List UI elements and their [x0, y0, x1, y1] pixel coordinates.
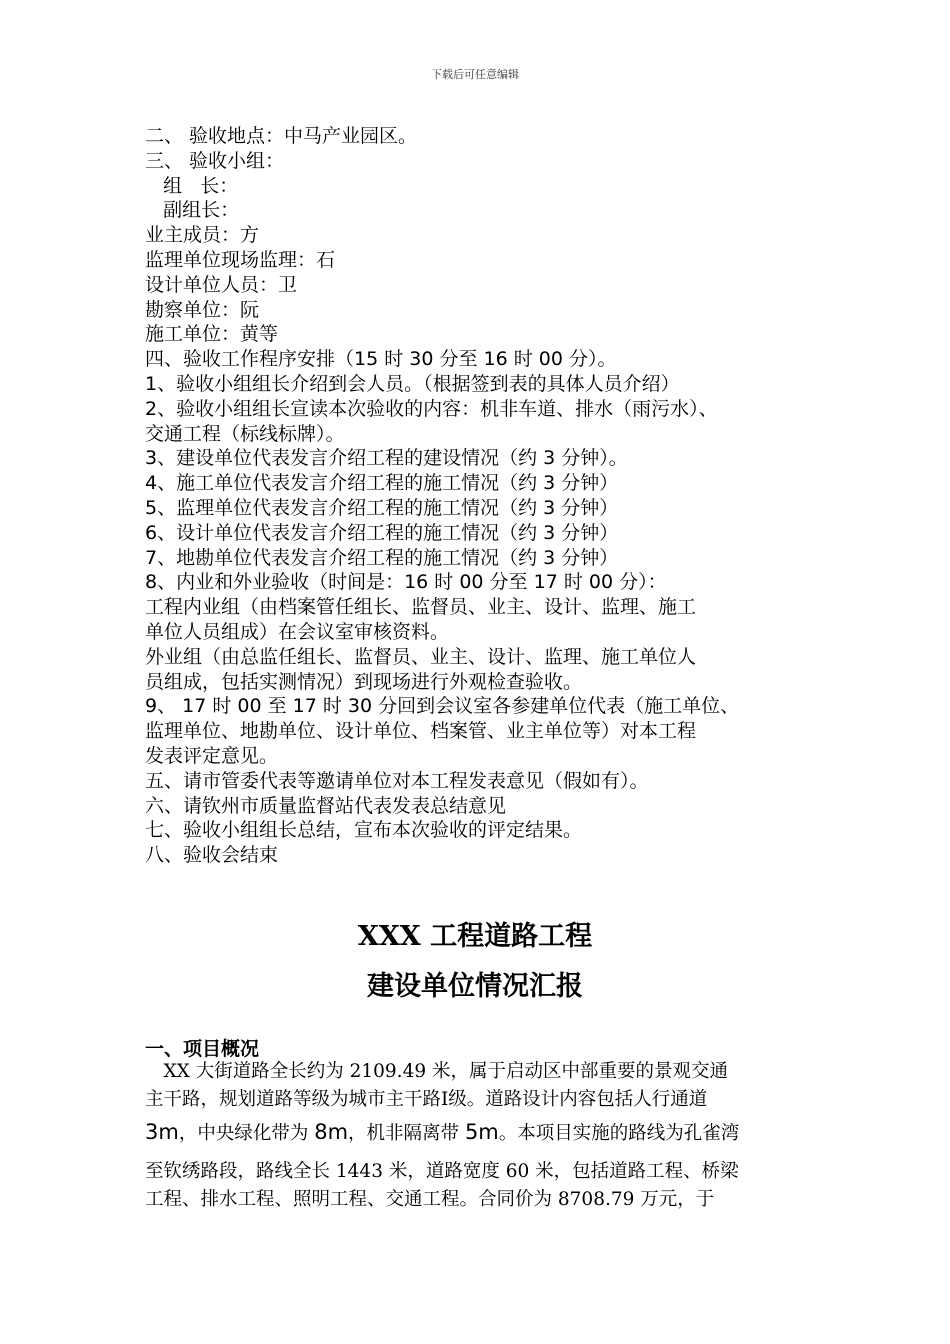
- agenda-line: 外业组（由总监任组长、监督员、业主、设计、监理、施工单位人: [145, 645, 697, 668]
- agenda-line: 2、验收小组组长宣读本次验收的内容：机非车道、排水（雨污水）、: [145, 397, 718, 420]
- section-heading: 一、项目概况: [145, 1038, 260, 1060]
- agenda-line: 4、施工单位代表发言介绍工程的施工情况（约 3 分钟）: [145, 472, 619, 495]
- agenda-line: 7、地勘单位代表发言介绍工程的施工情况（约 3 分钟）: [145, 546, 619, 569]
- paragraph-line: 至钦绣路段，路线全长 1443 米，道路宽度 60 米，包括道路工程、桥梁: [145, 1161, 739, 1182]
- report-title: XXX 工程道路工程: [357, 921, 593, 952]
- agenda-line: 副组长：: [145, 199, 240, 222]
- width-value: 8m: [314, 1120, 349, 1144]
- overview-paragraph: [145, 1058, 850, 1214]
- agenda-line: 3、建设单位代表发言介绍工程的建设情况（约 3 分钟）。: [145, 447, 628, 470]
- agenda-line: 二、 验收地点：中马产业园区。: [145, 125, 418, 147]
- paragraph-text: 。本项目实施的路线为孔雀湾: [498, 1123, 740, 1144]
- page-header: 下载后可任意编辑: [431, 68, 519, 81]
- agenda-line: 发表评定意见。: [145, 744, 279, 767]
- agenda-line: 四、验收工作程序安排（15 时 30 分至 16 时 00 分）。: [145, 348, 617, 371]
- width-value: 5m: [464, 1120, 499, 1144]
- paragraph-line: 主干路，规划道路等级为城市主干路Ⅰ级。道路设计内容包括人行通道: [145, 1089, 708, 1110]
- agenda-line: 9、 17 时 00 至 17 时 30 分回到会议室各参建单位代表（施工单位、: [145, 695, 740, 718]
- agenda-line: 5、监理单位代表发言介绍工程的施工情况（约 3 分钟）: [145, 496, 619, 519]
- agenda-line: 七、验收小组组长总结，宣布本次验收的评定结果。: [145, 819, 583, 842]
- agenda-line: 六、请钦州市质量监督站代表发表总结意见: [145, 794, 507, 817]
- agenda-body: [145, 124, 845, 868]
- agenda-line: 监理单位现场监理：石: [145, 248, 336, 271]
- agenda-line: 三、 验收小组：: [145, 149, 285, 172]
- agenda-line: 8、内业和外业验收（时间是：16 时 00 分至 17 时 00 分）：: [145, 571, 667, 594]
- agenda-line: 员组成，包括实测情况）到现场进行外观检查验收。: [145, 670, 583, 693]
- paragraph-text: ，中央绿化带为: [178, 1123, 315, 1144]
- agenda-line: 施工单位：黄等: [145, 323, 279, 346]
- agenda-line: 八、验收会结束: [145, 844, 279, 867]
- agenda-line: 业主成员：方: [145, 224, 260, 247]
- agenda-line: 1、验收小组组长介绍到会人员。（根据签到表的具体人员介绍）: [145, 372, 680, 395]
- width-value: 3m: [145, 1120, 179, 1144]
- agenda-line: 交通工程（标线标牌）。: [145, 422, 345, 445]
- agenda-line: 设计单位人员：卫: [145, 273, 298, 296]
- paragraph-text: ，机非隔离带: [348, 1123, 465, 1144]
- paragraph-line: [145, 1114, 850, 1150]
- agenda-line: 组 长：: [145, 174, 239, 197]
- paragraph-line: XX 大街道路全长约为 2109.49 米，属于启动区中部重要的景观交通: [145, 1061, 728, 1082]
- agenda-line: 勘察单位：阮: [145, 298, 260, 321]
- report-subtitle: 建设单位情况汇报: [367, 971, 583, 1002]
- agenda-line: 单位人员组成）在会议室审核资料。: [145, 620, 450, 643]
- agenda-line: 监理单位、地勘单位、设计单位、档案管、业主单位等）对本工程: [145, 720, 697, 743]
- agenda-line: 6、设计单位代表发言介绍工程的施工情况（约 3 分钟）: [145, 521, 619, 544]
- paragraph-line: 工程、排水工程、照明工程、交通工程。合同价为 8708.79 万元，于: [145, 1189, 715, 1210]
- agenda-line: 五、请市管委代表等邀请单位对本工程发表意见（假如有）。: [145, 769, 649, 792]
- agenda-line: 工程内业组（由档案管任组长、监督员、业主、设计、监理、施工: [145, 596, 697, 619]
